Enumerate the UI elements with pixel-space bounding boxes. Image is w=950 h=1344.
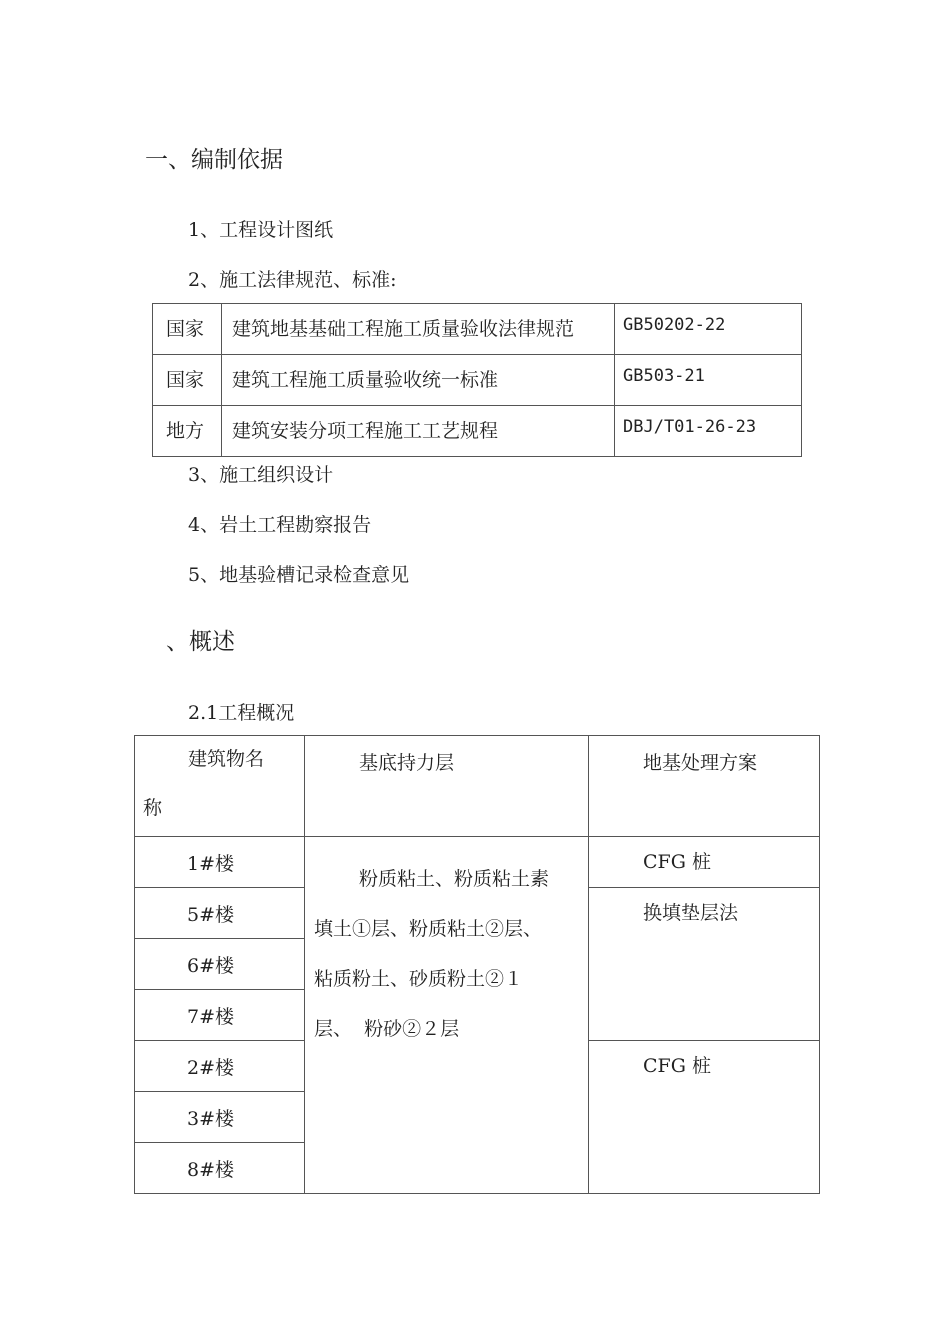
- plan-cell: 换填垫层法: [589, 888, 820, 1041]
- header-plan: 地基处理方案: [589, 736, 820, 837]
- building-cell: 2#楼: [135, 1041, 305, 1092]
- layer-cell: 粉质粘土、粉质粘土素 填土①层、粉质粘土②层、 粘质粉土、砂质粉土②１ 层、 粉砂②２层: [305, 837, 589, 1194]
- table-row: [135, 736, 820, 837]
- building-cell: 8#楼: [135, 1143, 305, 1194]
- section-1-title: 一、编制依据: [145, 147, 283, 173]
- overview-table: [134, 735, 820, 1194]
- basis-item-4: 4、岩土工程勘察报告: [188, 514, 372, 536]
- standard-level: 国家: [153, 304, 222, 355]
- standard-code: GB50202-22: [615, 304, 802, 355]
- plan-cell: CFG 桩: [589, 1041, 820, 1194]
- standard-name: 建筑安装分项工程施工工艺规程: [222, 406, 615, 457]
- standard-level: 地方: [153, 406, 222, 457]
- table-row: [135, 837, 820, 888]
- standard-code: GB503-21: [615, 355, 802, 406]
- standards-table: [152, 303, 802, 457]
- overview-subtitle: 2.1工程概况: [188, 702, 295, 724]
- section-2-title: 、概述: [166, 629, 235, 655]
- header-building: 建筑物名 称: [135, 736, 305, 837]
- standard-level: 国家: [153, 355, 222, 406]
- table-row: [153, 355, 802, 406]
- basis-item-3: 3、施工组织设计: [188, 464, 334, 486]
- building-cell: 7#楼: [135, 990, 305, 1041]
- table-row: [153, 304, 802, 355]
- table-row: [153, 406, 802, 457]
- basis-item-5: 5、地基验槽记录检查意见: [188, 564, 410, 586]
- basis-item-1: 1、工程设计图纸: [188, 219, 334, 241]
- standard-code: DBJ/T01-26-23: [615, 406, 802, 457]
- standard-name: 建筑地基基础工程施工质量验收法律规范: [222, 304, 615, 355]
- basis-item-2: 2、施工法律规范、标准:: [188, 269, 397, 291]
- building-cell: 6#楼: [135, 939, 305, 990]
- header-layer: 基底持力层: [305, 736, 589, 837]
- building-cell: 3#楼: [135, 1092, 305, 1143]
- building-cell: 5#楼: [135, 888, 305, 939]
- plan-cell: CFG 桩: [589, 837, 820, 888]
- building-cell: 1#楼: [135, 837, 305, 888]
- standard-name: 建筑工程施工质量验收统一标准: [222, 355, 615, 406]
